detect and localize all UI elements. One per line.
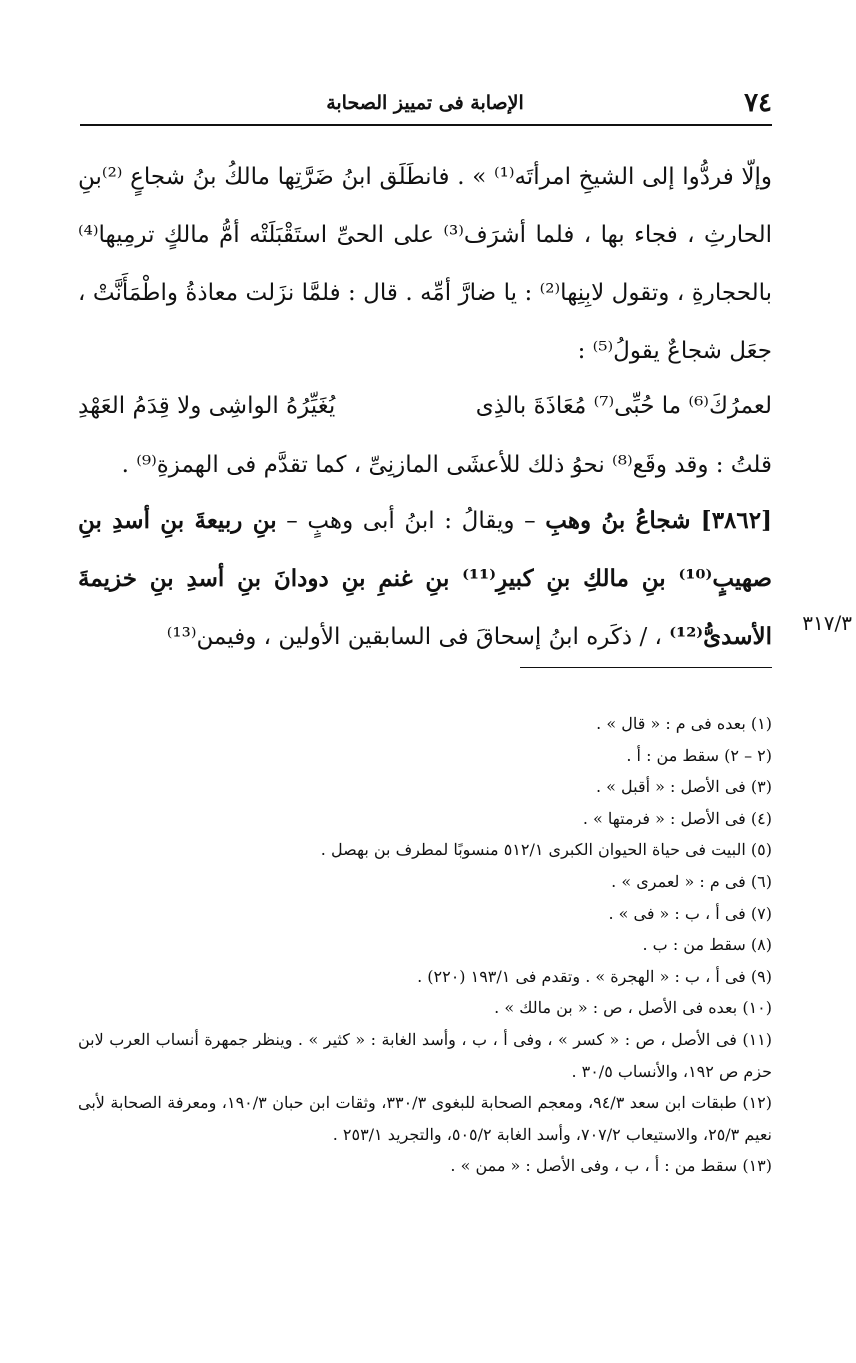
- entry-text: ، / ذكَره ابنُ إسحاقَ فى السابقين الأولين ، وفيمن⁽¹³⁾: [166, 624, 670, 650]
- entry-lineage: بنِ ربيعةَ بنِ أسدِ بنِ صهيبٍ⁽¹⁰⁾ بنِ مالكِ بنِ كبيرِ⁽¹¹⁾ بنِ غنمِ بنِ دودانَ بنِ أسدِ بنِ خزيمةَ الأسدىُّ⁽¹²⁾: [78, 507, 772, 650]
- header-rule: [80, 124, 772, 126]
- verse-first-hemistich: لعمرُكَ⁽⁶⁾ ما حُبِّى⁽⁷⁾ مُعَاذَةَ بالذِى: [475, 393, 772, 419]
- entry-alt-name: – ويقالُ : ابنُ أبى وهبٍ –: [276, 508, 546, 534]
- footnotes: [78, 708, 772, 1182]
- entry-heading: [٣٨٦٢] شجاعُ بنُ وهبِ: [545, 507, 772, 534]
- footnote-rule: [520, 667, 772, 668]
- poetry-verse: [78, 377, 772, 435]
- footnote: (٧) فى أ ، ب : « فى » .: [608, 903, 772, 923]
- page-header: [78, 86, 772, 122]
- footnote: (٥) البيت فى حياة الحيوان الكبرى ٥١٢/١ منسوبًا لمطرف بن بهصل .: [320, 840, 772, 860]
- author-note: قلتُ : وقد وقَع⁽⁸⁾ نحوُ ذلك للأعشَى المازنِىِّ ، كما تقدَّم فى الهمزةِ⁽⁹⁾ .: [121, 452, 772, 478]
- footnote: (١) بعده فى م : « قال » .: [596, 714, 772, 733]
- footnote: (١٣) سقط من : أ ، ب ، وفى الأصل : « ممن » .: [450, 1156, 772, 1176]
- footnote: (١٢) طبقات ابن سعد ٩٤/٣، ومعجم الصحابة للبغوى ٣٣٠/٣، وثقات ابن حبان ١٩٠/٣، ومعرفة الصحابة لأبى نعيم ٢٥/٣، والاستيعاب ٧٠٧/٢، وأسد الغابة ٥٠٥/٢، والتجريد ٢٥٣/١ .: [78, 1093, 773, 1144]
- footnote: (٤) فى الأصل : « فرمتها » .: [582, 808, 772, 828]
- biography-entry: [78, 492, 772, 666]
- verse-second-hemistich: يُغَيِّرُهُ الواشِى ولا قِدَمُ العَهْدِ: [78, 393, 336, 419]
- main-paragraph: وإلّا فردُّوا إلى الشيخِ امرأتَه⁽¹⁾ » . فانطَلَق ابنُ ضَرَّتِها مالكُ بنُ شجاعٍ ⁽²⁾بنِ الحارثِ ، فجاء بها ، فلما أشرَف⁽³⁾ على الحىِّ استَقْبَلَتْه أمُّ مالكٍ ترمِيها⁽⁴⁾ بالحجارةِ ، وتقول لابِنِها⁽²⁾ : يا ضارَّ أمِّه . قال : فلمَّا نزَلت معاذةُ واطْمَأَنَّتْ ، جعَل شجاعٌ يقولُ⁽⁵⁾ :: [78, 164, 772, 364]
- footnote: (٦) فى م : « لعمرى » .: [611, 871, 772, 891]
- footnote: (٨) سقط من : ب .: [642, 935, 772, 955]
- margin-reference: ٣١٧/٣: [802, 611, 852, 635]
- footnote: (٩) فى أ ، ب : « الهجرة » . وتقدم فى ١٩٣/١ (٢٢٠) .: [417, 966, 772, 986]
- main-text: [78, 148, 772, 380]
- footnote: (٣) فى الأصل : « أقبل » .: [595, 777, 772, 797]
- running-title: الإصابة فى تمييز الصحابة: [326, 92, 524, 114]
- page-number: ٧٤: [744, 88, 772, 118]
- footnote: (١٠) بعده فى الأصل ، ص : « بن مالك » .: [494, 998, 772, 1018]
- footnote: (٢ – ٢) سقط من : أ .: [626, 745, 772, 765]
- footnote: (١١) فى الأصل ، ص : « كسر » ، وفى أ ، ب ، وأسد الغابة : « كثير » . وينظر جمهرة أنساب العرب لابن حزم ص ١٩٢، والأنساب ٣٠/٥ .: [78, 1029, 772, 1081]
